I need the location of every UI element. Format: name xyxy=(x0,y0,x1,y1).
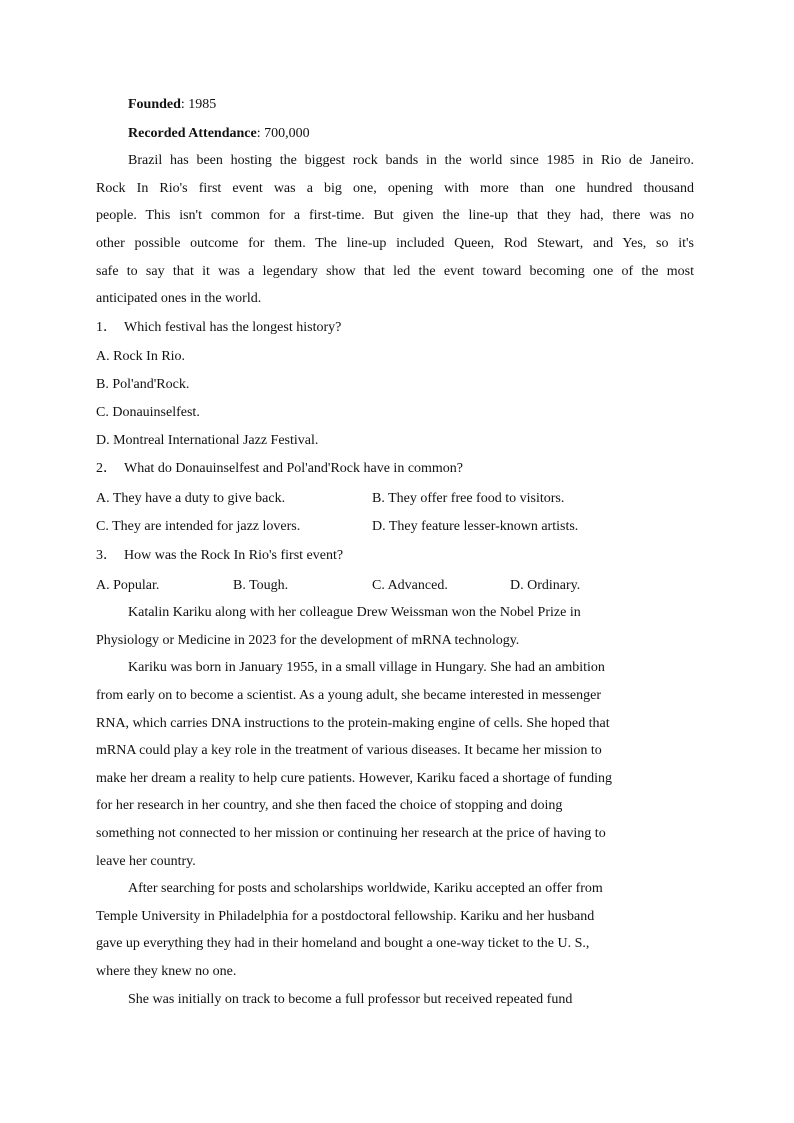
option-b: B. They offer free food to visitors. xyxy=(372,491,565,506)
option-d: D. Ordinary. xyxy=(510,578,581,593)
paragraph-line: Temple University in Philadelphia for a postdoctoral fellowship. Kariku and her husband xyxy=(96,909,595,924)
paragraph-line: from early on to become a scientist. As a young adult, she became interested in messenger xyxy=(96,688,602,703)
paragraph-line: Katalin Kariku along with her colleague Drew Weissman won the Nobel Prize in xyxy=(128,605,581,620)
paragraph-line: safe to say that it was a legendary show that led the event toward becoming one of the most xyxy=(96,264,694,279)
paragraph-line: other possible outcome for them. The line-up included Queen, Rod Stewart, and Yes, so it's xyxy=(96,236,694,251)
paragraph-line: something not connected to her mission or continuing her research at the price of having to xyxy=(96,826,606,841)
option-d: D. Montreal International Jazz Festival. xyxy=(96,433,319,448)
option-c: C. They are intended for jazz lovers. xyxy=(96,519,301,534)
paragraph-line: Rock In Rio's first event was a big one, opening with more than one hundred thousand xyxy=(96,181,694,196)
question-number: 1． xyxy=(96,320,117,335)
option-a: A. Rock In Rio. xyxy=(96,349,186,364)
question-1 xyxy=(96,319,341,337)
founded-value: : 1985 xyxy=(180,97,217,112)
option-a: A. They have a duty to give back. xyxy=(96,491,286,506)
question-3 xyxy=(96,547,343,565)
paragraph-line: make her dream a reality to help cure patients. However, Kariku faced a shortage of funding xyxy=(96,771,613,786)
option-b: B. Pol'and'Rock. xyxy=(96,377,190,392)
paragraph-line: leave her country. xyxy=(96,854,196,869)
paragraph-line: for her research in her country, and she then faced the choice of stopping and doing xyxy=(96,798,563,813)
option-c: C. Donauinselfest. xyxy=(96,405,200,420)
option-b: B. Tough. xyxy=(233,578,289,593)
paragraph-line: She was initially on track to become a full professor but received repeated fund xyxy=(128,992,573,1007)
attendance-label: Recorded Attendance xyxy=(128,126,257,141)
paragraph-line: Physiology or Medicine in 2023 for the development of mRNA technology. xyxy=(96,633,520,648)
option-a: A. Popular. xyxy=(96,578,160,593)
question-text: Which festival has the longest history? xyxy=(124,320,342,335)
paragraph-line: where they knew no one. xyxy=(96,964,237,979)
paragraph-line: anticipated ones in the world. xyxy=(96,291,262,306)
founded-label: Founded xyxy=(128,97,181,112)
paragraph-line: Kariku was born in January 1955, in a small village in Hungary. She had an ambition xyxy=(128,660,605,675)
question-text: What do Donauinselfest and Pol'and'Rock have in common? xyxy=(124,461,464,476)
option-d: D. They feature lesser-known artists. xyxy=(372,519,579,534)
paragraph-line: Brazil has been hosting the biggest rock bands in the world since 1985 in Rio de Janeiro. xyxy=(128,153,694,168)
paragraph-line: After searching for posts and scholarships worldwide, Kariku accepted an offer from xyxy=(128,881,603,896)
question-2 xyxy=(96,460,463,478)
paragraph-line: gave up everything they had in their homeland and bought a one-way ticket to the U. S., xyxy=(96,936,590,951)
paragraph-line: people. This isn't common for a first-time. But given the line-up that they had, there was no xyxy=(96,208,694,223)
question-text: How was the Rock In Rio's first event? xyxy=(124,548,344,563)
founded-line xyxy=(128,96,216,114)
question-number: 3． xyxy=(96,548,117,563)
option-c: C. Advanced. xyxy=(372,578,448,593)
attendance-value: : 700,000 xyxy=(256,126,310,141)
paragraph-line: mRNA could play a key role in the treatment of various diseases. It became her mission to xyxy=(96,743,602,758)
attendance-line xyxy=(128,125,310,143)
paragraph-line: RNA, which carries DNA instructions to the protein-making engine of cells. She hoped that xyxy=(96,716,610,731)
question-number: 2． xyxy=(96,461,117,476)
